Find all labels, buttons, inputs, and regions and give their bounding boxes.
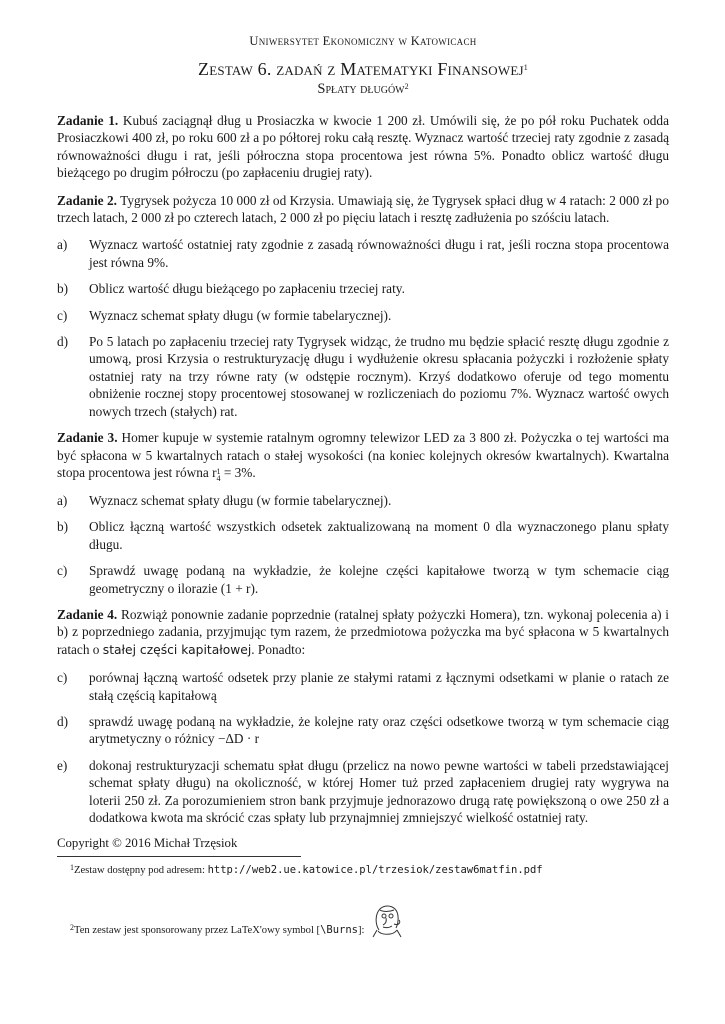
task-2-item-c (57, 307, 669, 324)
item-text: Wyznacz schemat spłaty długu (w formie tabelarycznej). (89, 492, 392, 508)
footnote-2-end: ]: (358, 925, 365, 937)
task-3-text-after: = 3%. (220, 464, 256, 480)
item-label: b) (57, 281, 69, 297)
item-label: a) (57, 492, 68, 508)
footnote-2 (57, 900, 669, 938)
item-text: Sprawdź uwagę podaną na wykładzie, że kolejne części kapitałowe tworzą w tym schemacie ciąg geometryczny o ilorazie (1 + r). (89, 563, 669, 596)
task-4-item-d (57, 713, 669, 748)
item-text: Oblicz wartość długu bieżącego po zapłaceniu trzeciej raty. (89, 281, 405, 297)
task-3-item-a (57, 492, 669, 509)
item-label: c) (57, 563, 68, 579)
task-4-item-c (57, 669, 669, 704)
subtitle-footnote-mark: 2 (404, 82, 409, 91)
task-4-text-before: Rozwiąż ponownie zadanie poprzednie (ratalnej spłaty pożyczki Homera), tzn. wykonaj polecenia a) i b) z poprzedniego zadania, przyjmując tym razem, że przedmiotowa pożyczka ma być spłacona w 5 kwartalnych ratach o (57, 606, 669, 657)
footnote-2-code: \Burns (320, 924, 359, 937)
task-1 (57, 112, 669, 182)
task-3-item-b (57, 518, 669, 553)
item-text: porównaj łączną wartość odsetek przy planie ze stałymi ratami z łącznymi odsetkami w planie o ratach ze stałą częścią kapitałową (89, 670, 669, 703)
university-name: Uniwersytet Ekonomiczny w Katowicach (249, 34, 477, 48)
footnote-2-text: Ten zestaw jest sponsorowany przez LaTeX'owy symbol [ (74, 925, 321, 937)
task-2-text: Tygrysek pożycza 10 000 zł od Krzysia. Umawiają się, że Tygrysek spłaci dług w 4 ratach: 2 000 zł po trzech latach, 2 000 zł po czterech latach, 2 000 zł po pięciu latach i resztę zadłużenia po szóściu latach. (57, 192, 669, 226)
task-4 (57, 606, 669, 659)
task-2-item-a (57, 236, 669, 271)
copyright-notice: Copyright © 2016 Michał Trzęsiok (57, 836, 238, 851)
footnote-1-text: Zestaw dostępny pod adresem: (74, 865, 208, 877)
item-text: Oblicz łączną wartość wszystkich odsetek zaktualizowaną na moment 0 dla wyznaczonego planu spłaty długu. (89, 519, 669, 552)
item-text: Po 5 latach po zapłaceniu trzeciej raty Tygrysek widząc, że trudno mu będzie spłacić resztę długu zgodnie z umową, prosi Krzysia o restrukturyzację długu i wydłużenie okresu spłacania pożyczki i rozłożenie spłaty ostatniej raty na trzy równe raty (w odstępie rocznym). Krzyś dodatkowo oferuje od tego momentu obniżenie rocznej stopy procentowej stosowanej w rozliczeniach do poziomu 7%. Wyznacz wartość owych nowych trzech (stałych) rat. (89, 334, 669, 419)
footnote-divider (57, 856, 301, 857)
task-4-item-e (57, 757, 669, 827)
burns-portrait-icon (369, 900, 405, 938)
title-text: Zestaw 6. zadań z Matematyki Finansowej (198, 59, 524, 79)
document-subtitle (57, 80, 669, 98)
task-1-text: Kubuś zaciągnął dług u Prosiaczka w kwocie 1 200 zł. Umówili się, że po pół roku Puchatek odda Prosiaczkowi 400 zł, po roku 600 zł a po półtorej roku całą resztę. Wyznacz wartość trzeciej raty zgodnie z zasadą równoważności długu i rat, jeśli półroczna stopa procentowa jest równa 5%. Ponadto oblicz wartość długu bieżącego po drugim półroczu (po zapłaceniu drugiej raty). (57, 113, 669, 181)
item-text: Wyznacz schemat spłaty długu (w formie tabelarycznej). (89, 307, 392, 323)
task-4-label: Zadanie 4. (57, 606, 118, 622)
task-4-emphasis: stałej części kapitałowej (102, 642, 252, 657)
document-title (57, 59, 669, 80)
item-label: c) (57, 670, 68, 686)
footnote-1 (57, 863, 669, 878)
task-2-item-b (57, 280, 669, 297)
item-label: b) (57, 519, 69, 535)
frac-num: 1 (216, 466, 221, 476)
task-3 (57, 429, 669, 482)
subtitle-text: Spłaty długów (317, 81, 405, 97)
task-2 (57, 192, 669, 227)
title-footnote-mark: 1 (523, 63, 528, 72)
footnote-1-url[interactable]: http://web2.ue.katowice.pl/trzesiok/zestaw6matfin.pdf (207, 864, 543, 877)
item-label: d) (57, 713, 69, 729)
document-page (57, 34, 669, 938)
task-3-item-c (57, 562, 669, 597)
task-2-item-d (57, 333, 669, 420)
footnote-1-mark: 1 (70, 863, 74, 873)
footnote-2-mark: 2 (70, 923, 74, 933)
item-label: a) (57, 237, 68, 253)
item-label: c) (57, 307, 68, 323)
item-text: dokonaj restrukturyzacji schematu spłat długu (przelicz na nowo pewne wartości w tabeli przedstawiającej schemat spłaty długu) na okoliczność, w której Homer tuż przed zapłaceniem drugiej raty wygrywa na loterii 250 zł. Za porozumieniem stron bank przyjmuje jednorazowo drugą ratę powiększoną o owe 250 zł a dodatkowa kwota ma skrócić czas spłaty lub przynajmniej zmniejszyć wielkość ostatniej raty. (89, 757, 669, 825)
task-3-label: Zadanie 3. (57, 430, 118, 446)
item-label: e) (57, 757, 68, 773)
frac-den: 4 (216, 473, 221, 483)
task-3-text-before: Homer kupuje w systemie ratalnym ogromny telewizor LED za 3 800 zł. Pożyczka o tej wartości ma być spłacona w 5 kwartalnych ratach o stałej wysokości (na koniec kolejnych okresów kwartalnych). Kwartalna stopa procentowa jest równa r (57, 430, 669, 480)
item-label: d) (57, 334, 69, 350)
task-4-text-after: . Ponadto: (251, 641, 306, 657)
item-text: sprawdź uwagę podaną na wykładzie, że kolejne raty oraz części odsetkowe tworzą w tym schemacie ciąg arytmetyczny o różnicy −ΔD · r (89, 713, 669, 747)
task-1-label: Zadanie 1. (57, 113, 119, 128)
task-2-label: Zadanie 2. (57, 192, 117, 208)
item-text: Wyznacz wartość ostatniej raty zgodnie z zasadą równoważności długu i rat, jeśli roczna stopa procentowa jest równa 9%. (89, 237, 669, 270)
